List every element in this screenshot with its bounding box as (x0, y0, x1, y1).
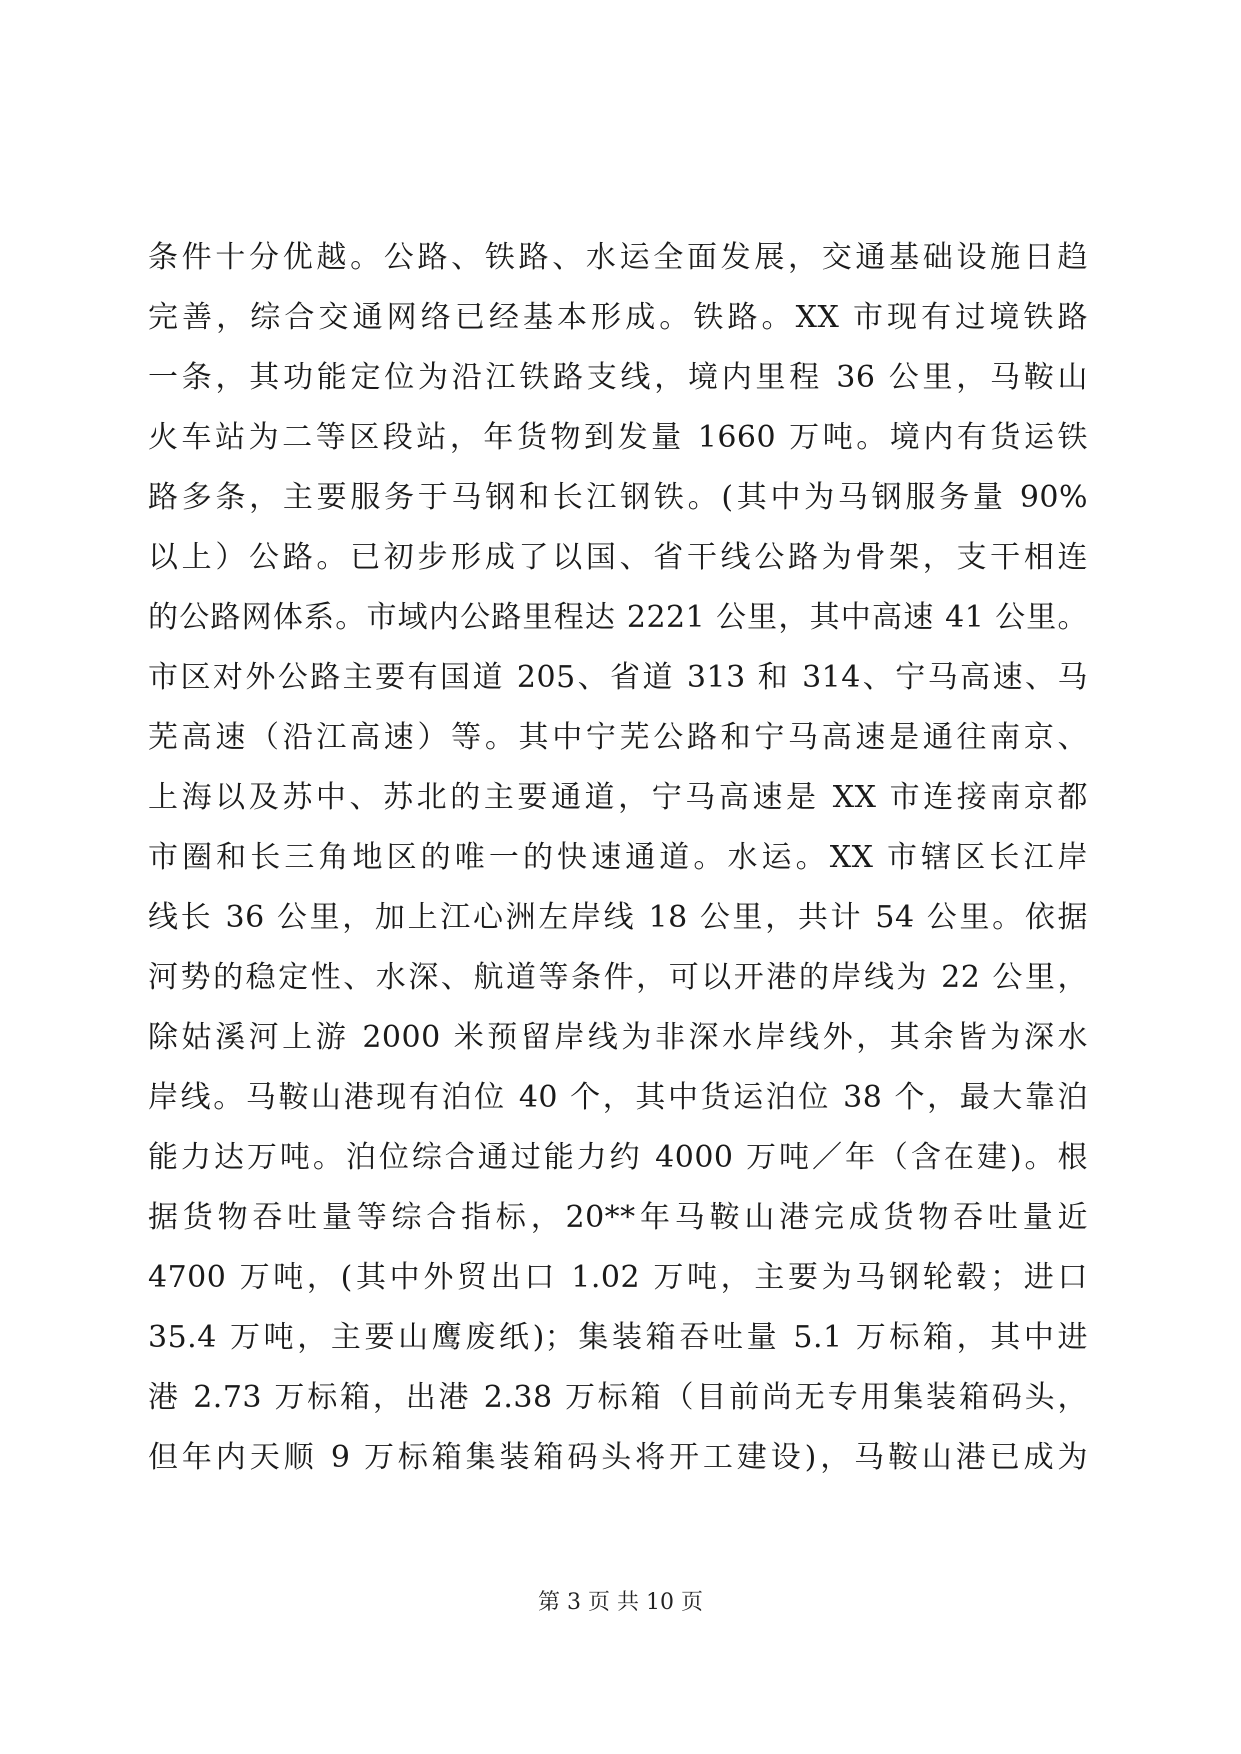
text-line: 以上）公路。已初步形成了以国、省干线公路为骨架，支干相连 (148, 540, 1088, 575)
body-paragraph (148, 228, 1088, 1488)
text-line: 条件十分优越。公路、铁路、水运全面发展，交通基础设施日趋 (148, 240, 1088, 275)
text-line: 的公路网体系。市域内公路里程达 2221 公里，其中高速 41 公里。 (148, 600, 1088, 635)
text-line: 港 2.73 万标箱，出港 2.38 万标箱（目前尚无专用集装箱码头， (148, 1380, 1088, 1415)
text-line: 但年内天顺 9 万标箱集装箱码头将开工建设)，马鞍山港已成为 (148, 1440, 1088, 1475)
text-line: 上海以及苏中、苏北的主要通道，宁马高速是 XX 市连接南京都 (148, 780, 1088, 815)
text-line: 35.4 万吨，主要山鹰废纸)；集装箱吞吐量 5.1 万标箱，其中进 (148, 1320, 1088, 1355)
text-line: 路多条，主要服务于马钢和长江钢铁。(其中为马钢服务量 90% (148, 480, 1088, 515)
text-line: 市圈和长三角地区的唯一的快速通道。水运。XX 市辖区长江岸 (148, 840, 1088, 875)
text-line: 除姑溪河上游 2000 米预留岸线为非深水岸线外，其余皆为深水 (148, 1020, 1088, 1055)
text-line: 一条，其功能定位为沿江铁路支线，境内里程 36 公里，马鞍山 (148, 360, 1088, 395)
text-line: 河势的稳定性、水深、航道等条件，可以开港的岸线为 22 公里， (148, 960, 1088, 995)
text-line: 火车站为二等区段站，年货物到发量 1660 万吨。境内有货运铁 (148, 420, 1088, 455)
text-line: 完善，综合交通网络已经基本形成。铁路。XX 市现有过境铁路 (148, 300, 1088, 335)
text-line: 线长 36 公里，加上江心洲左岸线 18 公里，共计 54 公里。依据 (148, 900, 1088, 935)
page-number-footer: 第 3 页 共 10 页 (538, 1590, 703, 1615)
text-line: 4700 万吨，(其中外贸出口 1.02 万吨，主要为马钢轮毂；进口 (148, 1260, 1088, 1295)
text-line: 据货物吞吐量等综合指标，20**年马鞍山港完成货物吞吐量近 (148, 1200, 1088, 1235)
text-line: 岸线。马鞍山港现有泊位 40 个，其中货运泊位 38 个，最大靠泊 (148, 1080, 1088, 1115)
text-line: 市区对外公路主要有国道 205、省道 313 和 314、宁马高速、马 (148, 660, 1088, 695)
text-line: 能力达万吨。泊位综合通过能力约 4000 万吨／年（含在建)。根 (148, 1140, 1088, 1175)
text-line: 芜高速（沿江高速）等。其中宁芜公路和宁马高速是通往南京、 (148, 720, 1088, 755)
